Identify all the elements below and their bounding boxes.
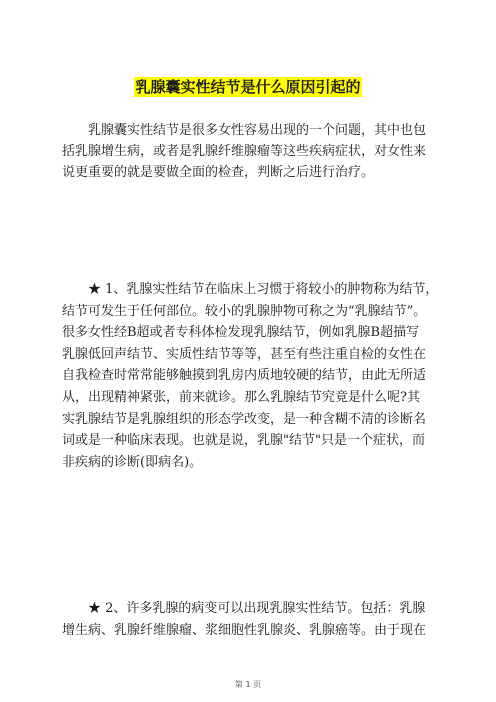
paragraph-intro: 乳腺囊实性结节是很多女性容易出现的一个问题，其中也包 括乳腺增生病，或者是乳腺纤维腺瘤等这些疾病症状，对女性来 说更重要的就是要做全面的检查，判断之后进行治疗。 xyxy=(62,123,427,181)
document-title-text: 乳腺囊实性结节是什么原因引起的 xyxy=(135,78,361,96)
page-number: 第 1 页 xyxy=(234,680,262,689)
document-title xyxy=(0,76,496,98)
paragraph-point-2: ★ 2、许多乳腺的病变可以出现乳腺实性结节。包括：乳腺 增生病、乳腺纤维腺瘤、浆细胞性乳腺炎、乳腺癌等。由于现在 xyxy=(62,601,427,638)
paragraph-point-1: ★ 1、乳腺实性结节在临床上习惯于将较小的肿物称为结节， 结节可发生于任何部位。较小的乳腺肿物可称之为“乳腺结节”。 很多女性经B超或者专科体检发现乳腺结节，例如乳腺B超描写 乳腺低回声结节、实质性结节等等，甚至有些注重自检的女性在 自我检查时常常能够触摸到乳房内质地较硬的结节，由此无所适 从，出现精神紧张，前来就诊。那么乳腺结节究竟是什么呢?其 实乳腺结节是乳腺组织的形态学改变，是一种含糊不清的诊断名 词或是一种临床表现。也就是说，乳腺"结节"只是一个症状，而 非疾病的诊断(即病名)。 xyxy=(62,282,439,470)
